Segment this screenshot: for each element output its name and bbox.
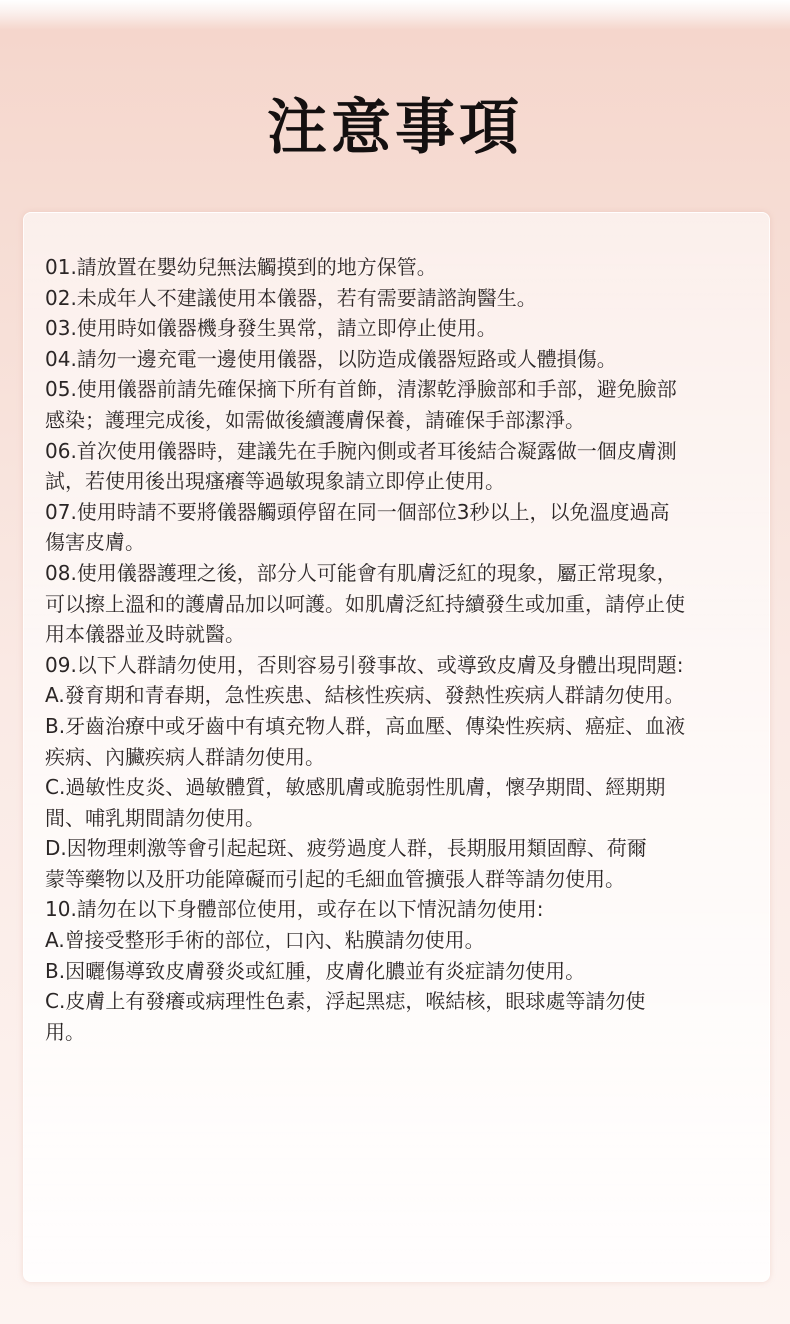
notice-line: 用。	[45, 1019, 85, 1044]
notice-line: 04.請勿一邊充電一邊使用儀器，以防造成儀器短路或人體損傷。	[45, 346, 617, 371]
page-title: 注意事項	[267, 93, 523, 163]
notice-line: 01.請放置在嬰幼兒無法觸摸到的地方保管。	[45, 255, 437, 279]
notice-line: 08.使用儀器護理之後，部分人可能會有肌膚泛紅的現象，屬正常現象，	[45, 560, 677, 585]
notice-line: C.皮膚上有發癢或病理性色素，浮起黑痣，喉結核，眼球處等請勿使	[45, 989, 646, 1014]
notice-list	[45, 252, 757, 1047]
notice-line: 用本儀器並及時就醫。	[45, 622, 245, 647]
notice-line: 可以擦上溫和的護膚品加以呵護。如肌膚泛紅持續發生或加重，請停止使	[45, 591, 685, 616]
notice-line: 間、哺乳期間請勿使用。	[45, 805, 265, 830]
notice-line: 03.使用時如儀器機身發生異常，請立即停止使用。	[45, 316, 497, 341]
notice-line: 傷害皮膚。	[45, 530, 145, 555]
notice-line: B.因曬傷導致皮膚發炎或紅腫，皮膚化膿並有炎症請勿使用。	[45, 958, 586, 983]
notice-line: 09.以下人群請勿使用，否則容易引發事故、或導致皮膚及身體出現問題:	[45, 652, 684, 677]
notice-line: 07.使用時請不要將儀器觸頭停留在同一個部位3秒以上，以免溫度過高	[45, 499, 670, 524]
notice-line: B.牙齒治療中或牙齒中有填充物人群，高血壓、傳染性疾病、癌症、血液	[45, 713, 686, 738]
notice-line: 02.未成年人不建議使用本儀器，若有需要請諮詢醫生。	[45, 285, 537, 310]
notice-line: 05.使用儀器前請先確保摘下所有首飾，清潔乾淨臉部和手部，避免臉部	[45, 377, 677, 402]
notice-line: 10.請勿在以下身體部位使用，或存在以下情況請勿使用:	[45, 897, 544, 922]
notice-line: A.發育期和青春期，急性疾患、結核性疾病、發熱性疾病人群請勿使用。	[45, 683, 685, 708]
notice-line: 06.首次使用儀器時，建議先在手腕內側或者耳後結合凝露做一個皮膚測	[45, 438, 677, 463]
notice-line: 感染；護理完成後，如需做後續護膚保養，請確保手部潔淨。	[45, 407, 585, 432]
notice-line: 蒙等藥物以及肝功能障礙而引起的毛細血管擴張人群等請勿使用。	[45, 866, 625, 891]
notice-line: C.過敏性皮炎、過敏體質，敏感肌膚或脆弱性肌膚，懷孕期間、經期期	[45, 775, 666, 800]
notice-line: D.因物理刺激等會引起起斑、疲勞過度人群，長期服用類固醇、荷爾	[45, 836, 647, 861]
notice-line: 疾病、內臟疾病人群請勿使用。	[45, 744, 325, 769]
notice-line: 試，若使用後出現瘙癢等過敏現象請立即停止使用。	[45, 469, 505, 494]
notice-line: A.曾接受整形手術的部位，口內、粘膜請勿使用。	[45, 928, 485, 953]
